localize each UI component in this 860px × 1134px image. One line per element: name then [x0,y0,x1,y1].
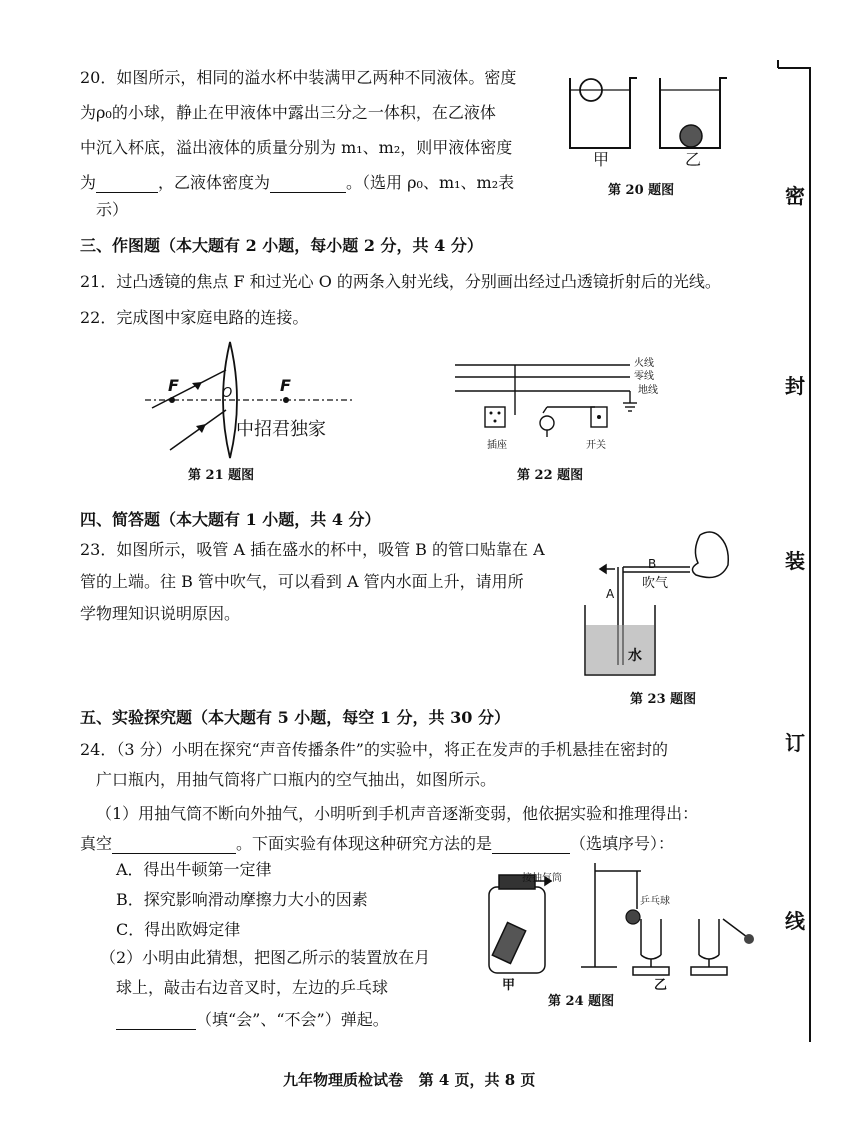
q24-ball-label: 乒乓球 [640,896,670,907]
q24-fig-yi: 乙 [654,978,668,993]
q20-line5: 示） [96,200,129,219]
q24-part1-b: 。下面实验有体现这种研究方法的是 [236,834,493,853]
q24-option-c: C．得出欧姆定律 [116,920,241,939]
q23-caption: 第 23 题图 [630,692,697,707]
q20-line1: 20．如图所示，相同的溢水杯中装满甲乙两种不同液体。密度 [80,68,517,87]
q22-wire-ground: 地线 [638,385,658,396]
q20-caption: 第 20 题图 [608,183,675,198]
q24-caption: 第 24 题图 [548,994,615,1009]
q24-part1-line1: （1）用抽气筒不断向外抽气，小明听到手机声音逐渐变弱，他依据实验和推理得出： [96,804,699,823]
q22-switch-label: 开关 [586,440,606,451]
q21-watermark: 中招君独家 [236,419,326,440]
binding-char-zhuang: 装 [785,549,805,573]
q20-line4-a: 为 [80,173,97,192]
q24-line1: 24．（3 分）小明在探究“声音传播条件”的实验中，将正在发声的手机悬挂在密封的 [80,740,668,759]
q23-water-label: 水 [628,648,642,664]
page-footer: 九年物理质检试卷 第 4 页，共 8 页 [283,1071,536,1089]
q20-fig-label-jia: 甲 [593,150,610,169]
binding-char-mi: 密 [785,184,805,208]
binding-char-xian: 线 [785,909,805,933]
q22-socket-label: 插座 [487,440,507,451]
q21-label-f-left: F [168,376,179,395]
q22-wire-live: 火线 [634,358,654,369]
section5-title: 五、实验探究题（本大题有 5 小题，每空 1 分，共 30 分） [80,708,510,727]
q20-line4-b: ，乙液体密度为 [158,173,271,192]
binding-char-ding: 订 [785,731,805,755]
q23-line1: 23．如图所示，吸管 A 插在盛水的杯中，吸管 B 的管口贴靠在 A [80,540,545,559]
q22-text: 22．完成图中家庭电路的连接。 [80,308,309,327]
q21-caption: 第 21 题图 [188,468,255,483]
q24-part2-c: （填“会”、“不会”）弹起。 [196,1010,389,1029]
q24-line2: 广口瓶内，用抽气筒将广口瓶内的空气抽出，如图所示。 [96,770,497,789]
q24-part1-c: （选填序号）： [570,834,675,853]
q20-fig-label-yi: 乙 [685,150,702,169]
q20-line4-c: 。（选用 ρ₀、m₁、m₂表 [346,173,515,192]
q24-pump-label: 接抽气筒 [522,873,562,884]
section3-title: 三、作图题（本大题有 2 小题，每小题 2 分，共 4 分） [80,236,483,255]
q24-part2-line1: （2）小明由此猜想，把图乙所示的装置放在月 [100,948,431,967]
q20-line3: 中沉入杯底，溢出液体的质量分别为 m₁、m₂，则甲液体密度 [80,138,513,157]
q24-part1-a: 真空 [80,834,113,853]
q21-label-f-right: F [280,376,291,395]
q22-wire-neutral: 零线 [634,371,654,382]
q24-option-a: A．得出牛顿第一定律 [116,860,272,879]
q22-caption: 第 22 题图 [517,468,584,483]
q20-line2: 为ρ₀的小球，静止在甲液体中露出三分之一体积，在乙液体 [80,103,496,122]
q24-fig-jia: 甲 [502,978,516,993]
q23-label-a: A [606,587,615,601]
section4-title: 四、简答题（本大题有 1 小题，共 4 分） [80,510,381,529]
binding-char-feng: 封 [785,374,805,398]
q21-text: 21．过凸透镜的焦点 F 和过光心 O 的两条入射光线，分别画出经过凸透镜折射后的光线。 [80,272,721,291]
q23-line2: 管的上端。往 B 管中吹气，可以看到 A 管内水面上升，请用所 [80,572,524,591]
q23-line3: 学物理知识说明原因。 [80,604,241,623]
q23-blow-label: 吹气 [642,576,669,591]
q23-label-b: B [648,557,657,571]
q24-part2-line2: 球上，敲击右边音叉时，左边的乒乓球 [116,978,389,997]
q21-label-o: O [222,386,233,401]
q24-option-b: B．探究影响滑动摩擦力大小的因素 [116,890,368,909]
